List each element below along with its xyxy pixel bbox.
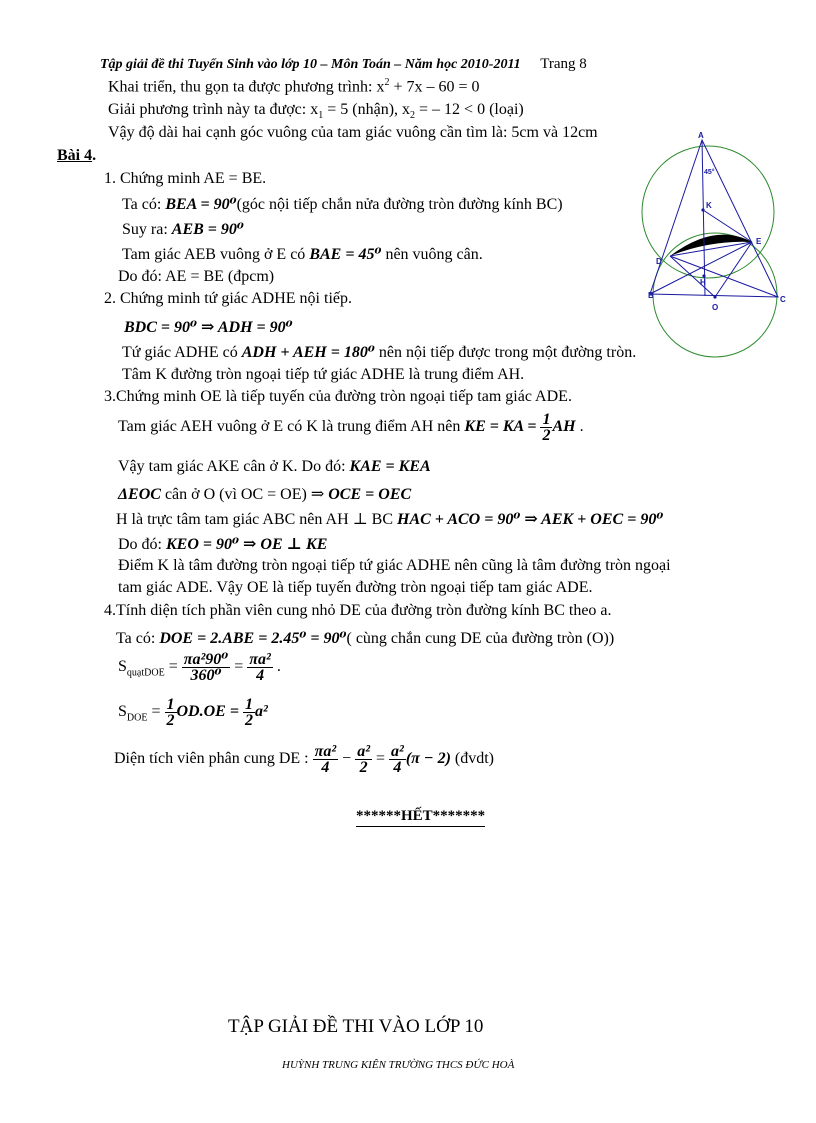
triangle-area-formula: $S_{DOE}$ = $\frac{1}{2}$ OD.OE = $\frac{1}{2}$ a² [118,696,268,729]
label-angle: 45° [704,169,715,176]
part-1-heading: 1. Chứng minh AE = BE. [104,170,267,187]
part-1-line-2: Suy ra: AEB = 90⁰ [122,221,244,238]
part-3-line-2: Vậy tam giác AKE cân ở K. Do đó: KAE = KEA [118,458,431,475]
intro-line-2: Giải phương trình này ta được: $x_1 = 5$ (nhận), $x_2$ = – 12 < 0 (loại) [108,101,524,122]
intro-line-1: Khai triển, thu gọn ta được phương trình: $x^2 + 7x - 60 = 0$ [108,77,480,96]
part-3-heading: 3.Chứng minh OE là tiếp tuyến của đường tròn ngoại tiếp tam giác ADE. [104,388,572,405]
label-e: E [756,237,762,246]
geometry-figure [640,130,790,362]
label-c: C [780,295,786,304]
part-2-heading: 2. Chứng minh tứ giác ADHE nội tiếp. [104,290,352,307]
part-2-line-2: Tứ giác ADHE có ADH + AEH = 180⁰ nên nội tiếp được trong một đường tròn. [122,344,637,361]
altitude-ah [702,140,705,296]
end-mark: ******HẾT******* [356,808,485,827]
problem-4-title: Bài 4. [57,147,97,164]
altitude-cd [670,256,778,297]
part-3-line-3: ΔEOC cân ở O (vì OC = OE) ⇒ OCE = OEC [118,486,412,503]
footer-title: TẬP GIẢI ĐỀ THI VÀO LỚP 10 [228,1016,484,1037]
part-1-line-3: Tam giác AEB vuông ở E có BAE = 45⁰ nên vuông cân. [122,246,483,263]
sector-area-formula: $S_{quạtDOE}$ = $\frac{\text{πa²90⁰}}{\text{360⁰}}$ = $\frac{\text{πa²}}{4}$ . [118,651,281,684]
header-title: Tập giải đề thi Tuyển Sinh vào lớp 10 – Môn Toán – Năm học 2010-2011 Trang 8 [100,56,587,72]
segment-od [670,256,715,297]
label-d: D [656,257,662,266]
page-number: Trang 8 [540,56,587,72]
label-b: B [648,291,654,300]
part-3-line-5: Do đó: KEO = 90⁰ ⇒ OE ⊥ KE [118,536,328,553]
label-k: K [706,201,712,210]
footer-author: HUỲNH TRUNG KIÊN TRƯỜNG THCS ĐỨC HOÀ [282,1059,515,1071]
part-3-line-6: Điểm K là tâm đường tròn ngoại tiếp tứ giác ADHE nên cũng là tâm đường tròn ngoại [118,557,671,574]
shaded-segment [670,235,752,256]
point-k [701,208,704,211]
part-3-line-4: H là trực tâm tam giác ABC nên AH ⊥ BC HAC + ACO = 90⁰ ⇒ AEK + OEC = 90⁰ [116,511,664,528]
part-4-line-1: Ta có: DOE = 2.ABE = 2.45⁰ = 90⁰( cùng chắn cung DE của đường tròn (O)) [116,630,615,647]
segment-area-formula: Diện tích viên phân cung DE : $\frac{\text{πa²}}{4}$ − $\frac{\text{a²}}{2}$ = $\frac{\text{a²}}{4}$ (π − 2) (đvdt) [114,743,495,776]
part-1-line-1: Ta có: BEA = 90⁰(góc nội tiếp chắn nửa đường tròn đường kính BC) [122,196,563,213]
part-3-line-1: Tam giác AEH vuông ở E có K là trung điểm AH nên KE = KA = $\frac{1}{2}$ AH . [118,411,584,444]
part-4-heading: 4.Tính diện tích phần viên cung nhỏ DE của đường tròn đường kính BC theo a. [104,602,612,619]
intro-line-3: Vậy độ dài hai cạnh góc vuông của tam giác vuông cần tìm là: 5cm và 12cm [108,124,598,141]
label-h: H [700,278,706,287]
point-o [713,295,716,298]
part-2-line-3: Tâm K đường tròn ngoại tiếp tứ giác ADHE là trung điểm AH. [122,366,525,383]
segment-oe [715,242,752,297]
label-o: O [712,303,719,312]
triangle-abc [650,140,778,297]
part-2-line-1: BDC = 90⁰ ⇒ ADH = 90⁰ [124,319,293,336]
label-a: A [698,131,704,140]
part-1-line-4: Do đó: AE = BE (đpcm) [118,268,275,285]
part-3-line-7: tam giác ADE. Vậy OE là tiếp tuyến đường tròn ngoại tiếp tam giác ADE. [118,579,593,596]
